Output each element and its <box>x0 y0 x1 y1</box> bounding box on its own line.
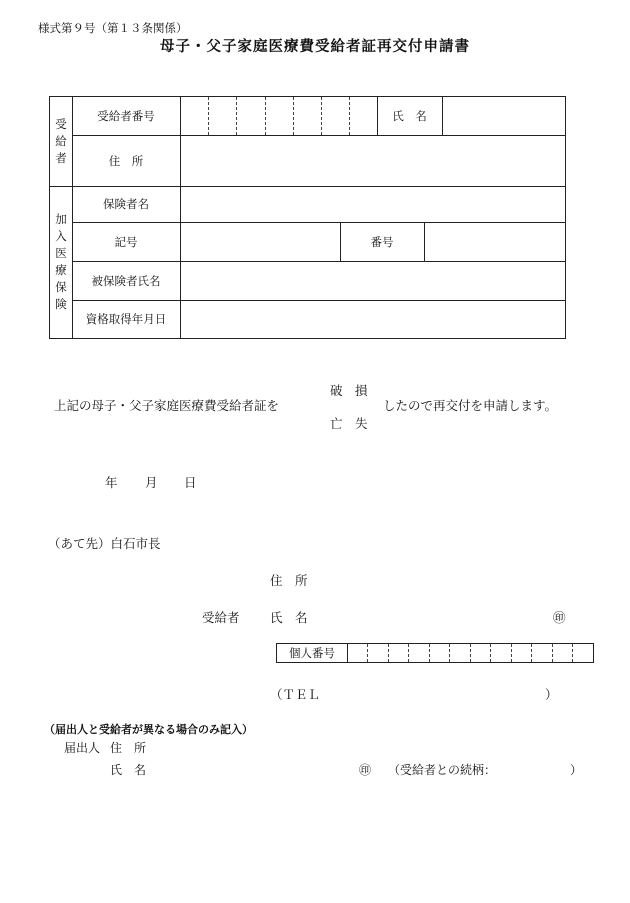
number-label: 番号 <box>370 234 394 249</box>
notifier-address-label: 住 所 <box>110 741 147 755</box>
insured-name-label: 被保険者氏名 <box>91 273 161 288</box>
name-field[interactable] <box>443 97 566 135</box>
statement-suffix: したので再交付を申請します。 <box>383 398 558 413</box>
page-title: 母子・父子家庭医療費受給者証再交付申請書 <box>160 39 470 55</box>
section-char: 受 <box>55 117 67 131</box>
name-label: 氏 名 <box>392 109 427 123</box>
recipient-section-label <box>50 97 72 186</box>
date-day: 日 <box>184 475 197 490</box>
applicant-recipient-label: 受給者 <box>202 610 240 625</box>
notifier-note: （届出人と受給者が異なる場合のみ記入） <box>44 723 253 736</box>
address-label: 住 所 <box>108 153 144 168</box>
recipient-number-label: 受給者番号 <box>97 109 155 123</box>
section-char: 給 <box>55 134 67 148</box>
relation-close: ） <box>570 763 583 777</box>
symbol-label: 記号 <box>114 234 138 249</box>
section-char: 療 <box>55 263 67 277</box>
notifier-name-label: 氏 名 <box>110 763 147 777</box>
date-year: 年 <box>105 475 118 490</box>
option-lost[interactable]: 亡 失 <box>330 416 368 431</box>
section-char: 者 <box>55 151 67 165</box>
form-number: 様式第９号（第１３条関係） <box>38 21 188 35</box>
insurer-field[interactable] <box>181 187 566 222</box>
date-month: 月 <box>145 475 158 490</box>
seal-mark: ㊞ <box>553 610 566 625</box>
section-char: 険 <box>55 297 67 311</box>
personal-number-box[interactable] <box>276 643 594 663</box>
notifier-label: 届出人 <box>64 741 101 755</box>
statement-prefix: 上記の母子・父子家庭医療費受給者証を <box>54 398 280 413</box>
symbol-field[interactable] <box>181 223 340 261</box>
section-char: 保 <box>55 280 67 294</box>
relation-open: （受給者との続柄： <box>388 763 497 777</box>
section-char: 入 <box>55 229 67 243</box>
section-char: 医 <box>55 246 67 260</box>
insurer-label: 保険者名 <box>103 197 149 211</box>
tel-close: ） <box>545 687 558 702</box>
address-field[interactable] <box>181 136 566 186</box>
insured-name-field[interactable] <box>181 262 566 300</box>
qualification-date-label: 資格取得年月日 <box>85 312 167 326</box>
recipient-number-field[interactable] <box>181 97 377 135</box>
personal-number-label: 個人番号 <box>289 646 335 660</box>
applicant-name-label: 氏 名 <box>270 610 308 625</box>
qualification-date-field[interactable] <box>181 301 566 338</box>
application-table <box>49 96 566 339</box>
option-damaged[interactable]: 破 損 <box>330 383 368 398</box>
section-char: 加 <box>55 212 67 226</box>
notifier-seal-mark: ㊞ <box>359 763 372 777</box>
applicant-address-label: 住 所 <box>270 573 308 588</box>
addressee: （あて先）白石市長 <box>48 536 161 551</box>
tel-open: （ＴＥＬ <box>270 687 321 702</box>
number-field[interactable] <box>425 223 566 261</box>
insurance-section-label <box>50 186 72 338</box>
